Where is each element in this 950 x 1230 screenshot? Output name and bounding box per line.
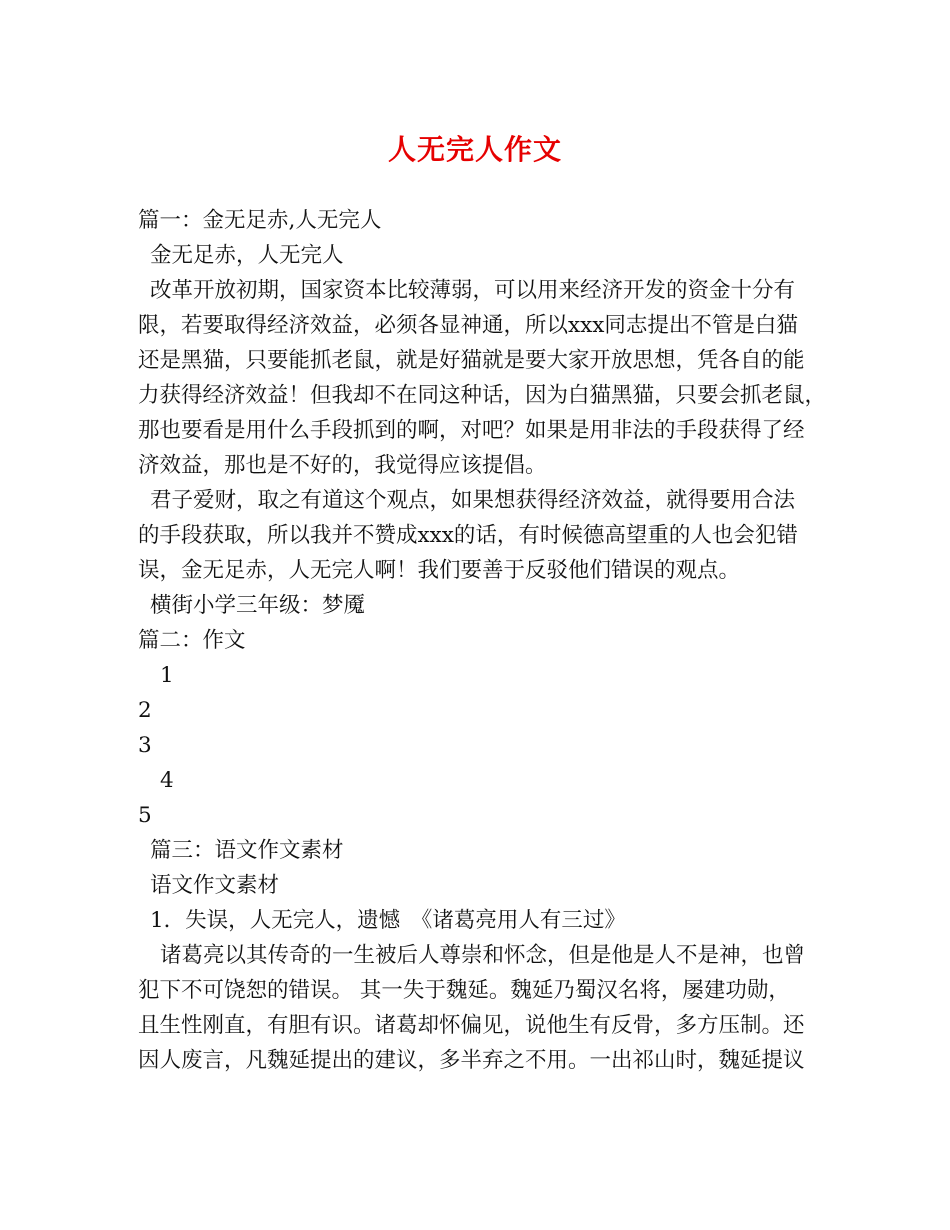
paragraph-line: 诸葛亮以其传奇的一生被后人尊崇和怀念，但是他是人不是神，也曾 bbox=[160, 943, 806, 968]
author-line: 横街小学三年级：梦魇 bbox=[150, 593, 366, 618]
paragraph-line: 君子爱财，取之有道这个观点，如果想获得经济效益，就得要用合法 bbox=[150, 488, 796, 513]
paragraph-line: 限，若要取得经济效益，必须各显神通，所以xxx同志提出不管是白猫 bbox=[138, 313, 798, 338]
section-heading-1: 篇一：金无足赤,人无完人 bbox=[138, 208, 382, 233]
paragraph-line: 的手段获取，所以我并不赞成xxx的话，有时候德高望重的人也会犯错 bbox=[138, 523, 798, 548]
subheading-1: 金无足赤，人无完人 bbox=[150, 243, 344, 268]
paragraph-line: 误，金无足赤，人无完人啊！我们要善于反驳他们错误的观点。 bbox=[138, 558, 741, 583]
subheading-3: 语文作文素材 bbox=[150, 873, 280, 898]
section-heading-2: 篇二：作文 bbox=[138, 628, 246, 653]
paragraph-line: 那也要看是用什么手段抓到的啊，对吧？如果是用非法的手段获得了经 bbox=[138, 418, 805, 443]
paragraph-line: 因人废言，凡魏延提出的建议，多半弃之不用。一出祁山时，魏延提议 bbox=[138, 1048, 805, 1073]
paragraph-line: 力获得经济效益！但我却不在同这种话，因为白猫黑猫，只要会抓老鼠， bbox=[138, 383, 827, 408]
section-heading-3: 篇三：语文作文素材 bbox=[150, 838, 344, 863]
paragraph-line: 还是黑猫，只要能抓老鼠，就是好猫就是要大家开放思想，凭各自的能 bbox=[138, 348, 805, 373]
paragraph-line: 改革开放初期，国家资本比较薄弱，可以用来经济开发的资金十分有 bbox=[150, 278, 796, 303]
document-title: 人无完人作文 bbox=[387, 133, 562, 166]
list-number: 5 bbox=[138, 803, 152, 828]
item-heading: 1．失误，人无完人，遗憾 《诸葛亮用人有三过》 bbox=[150, 908, 626, 933]
list-number: 4 bbox=[160, 768, 174, 793]
paragraph-line: 且生性刚直，有胆有识。诸葛却怀偏见，说他生有反骨，多方压制。还 bbox=[138, 1013, 805, 1038]
list-number: 3 bbox=[138, 733, 152, 758]
list-number: 1 bbox=[160, 663, 174, 688]
paragraph-line: 济效益，那也是不好的，我觉得应该提倡。 bbox=[138, 453, 547, 478]
paragraph-line: 犯下不可饶恕的错误。 其一失于魏延。魏延乃蜀汉名将，屡建功勋， bbox=[138, 978, 790, 1003]
list-number: 2 bbox=[138, 698, 152, 723]
